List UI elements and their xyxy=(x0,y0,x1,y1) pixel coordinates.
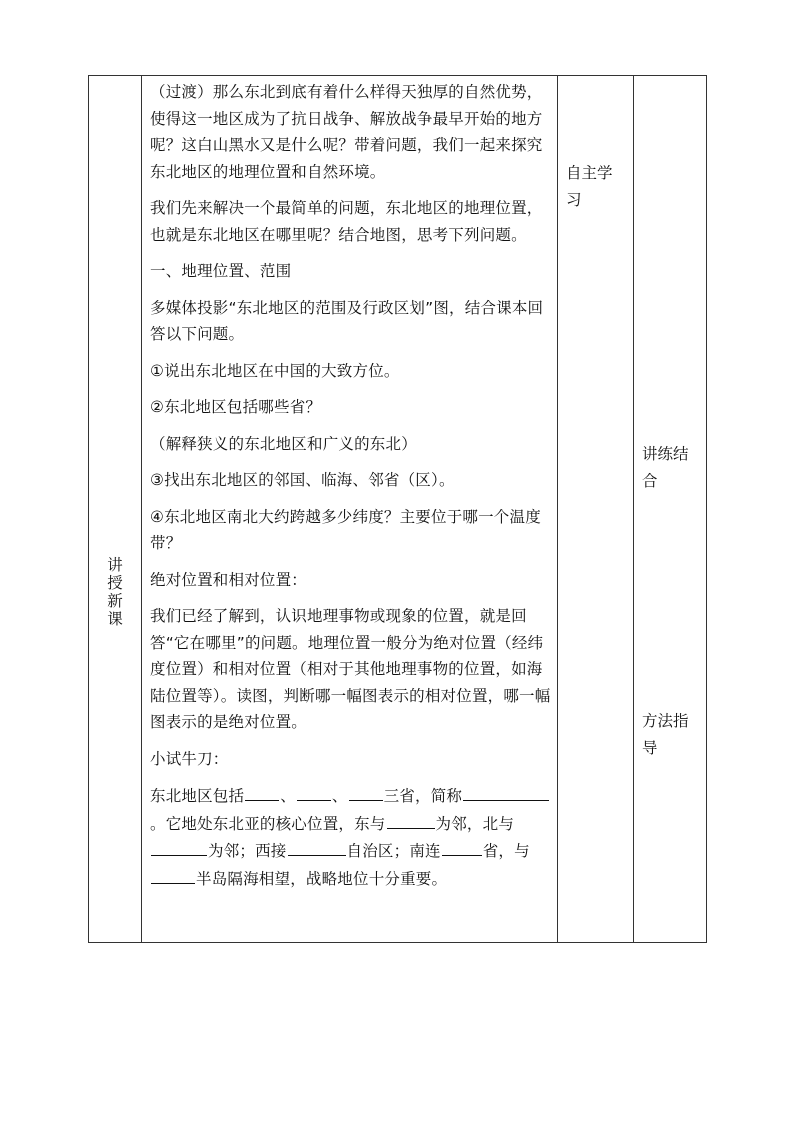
teaching-content-column xyxy=(142,76,558,942)
answer-blank[interactable] xyxy=(245,782,279,801)
exercise-text: 、 xyxy=(280,787,296,805)
method-note-guidance: 方法指导 xyxy=(642,712,689,757)
question-3: ③找出东北地区的邻国、临海、邻省（区）。 xyxy=(150,471,455,489)
paragraph-question-intro: 我们先来解决一个最简单的问题，东北地区的地理位置，也就是东北地区在哪里呢？结合地图，思考下列问题。 xyxy=(150,199,543,244)
stage-column xyxy=(89,76,142,942)
paragraph-transition: （过渡）那么东北到底有着什么样得天独厚的自然优势，使得这一地区成为了抗日战争、解放战争最早开始的地方呢？这白山黑水又是什么呢？带着问题，我们一起来探究东北地区的地理位置和自然环境。 xyxy=(150,83,543,181)
exercise-text: 三省，简称 xyxy=(383,787,463,805)
paragraph-multimedia: 多媒体投影“东北地区的范围及行政区划”图，结合课本回答以下问题。 xyxy=(150,298,544,343)
teaching-method-column xyxy=(634,76,708,942)
exercise-text: 自治区；南连 xyxy=(346,842,441,860)
exercise-text: 省，与 xyxy=(482,842,530,860)
fill-in-exercise xyxy=(150,772,551,892)
question-4: ④东北地区南北大约跨越多少纬度？主要位于哪一个温度带？ xyxy=(150,507,541,552)
answer-blank[interactable] xyxy=(288,837,346,856)
answer-blank[interactable] xyxy=(463,782,549,801)
question-1: ①说出东北地区在中国的大致方位。 xyxy=(150,361,400,380)
exercise-text: 。它地处东北亚的核心位置，东与 xyxy=(150,814,386,833)
answer-blank[interactable] xyxy=(151,865,195,884)
explanation-note: （解释狭义的东北地区和广义的东北） xyxy=(150,434,417,453)
student-activity-note: 自主学习 xyxy=(566,164,613,209)
paragraph-position-explanation: 我们已经了解到，认识地理事物或现象的位置，就是回答“它在哪里”的问题。地理位置一般分为绝对位置（经纬度位置）和相对位置（相对于其他地理事物的位置，如海陆位置等）。读图，判断哪一幅图表示的相对位置，哪一幅图表示的是绝对位置。 xyxy=(150,607,551,731)
exercise-text: 为邻，北与 xyxy=(435,814,515,833)
exercise-heading: 小试牛刀： xyxy=(150,749,229,768)
answer-blank[interactable] xyxy=(151,837,207,856)
answer-blank[interactable] xyxy=(442,837,482,856)
section-heading: 一、地理位置、范围 xyxy=(150,262,292,280)
answer-blank[interactable] xyxy=(297,782,331,801)
method-note-practice: 讲练结合 xyxy=(642,445,689,490)
stage-label: 讲授新课 xyxy=(107,556,123,628)
answer-blank[interactable] xyxy=(349,782,383,801)
exercise-text: 、 xyxy=(331,787,348,805)
subheading-position: 绝对位置和相对位置： xyxy=(150,570,308,589)
student-activity-column xyxy=(558,76,634,942)
exercise-text: 为邻；西接 xyxy=(208,842,287,860)
lesson-plan-table xyxy=(88,75,707,943)
question-2: ②东北地区包括哪些省？ xyxy=(150,398,322,416)
exercise-text: 半岛隔海相望，战略地位十分重要。 xyxy=(196,869,448,888)
answer-blank[interactable] xyxy=(387,810,435,829)
exercise-text: 东北地区包括 xyxy=(150,787,245,805)
